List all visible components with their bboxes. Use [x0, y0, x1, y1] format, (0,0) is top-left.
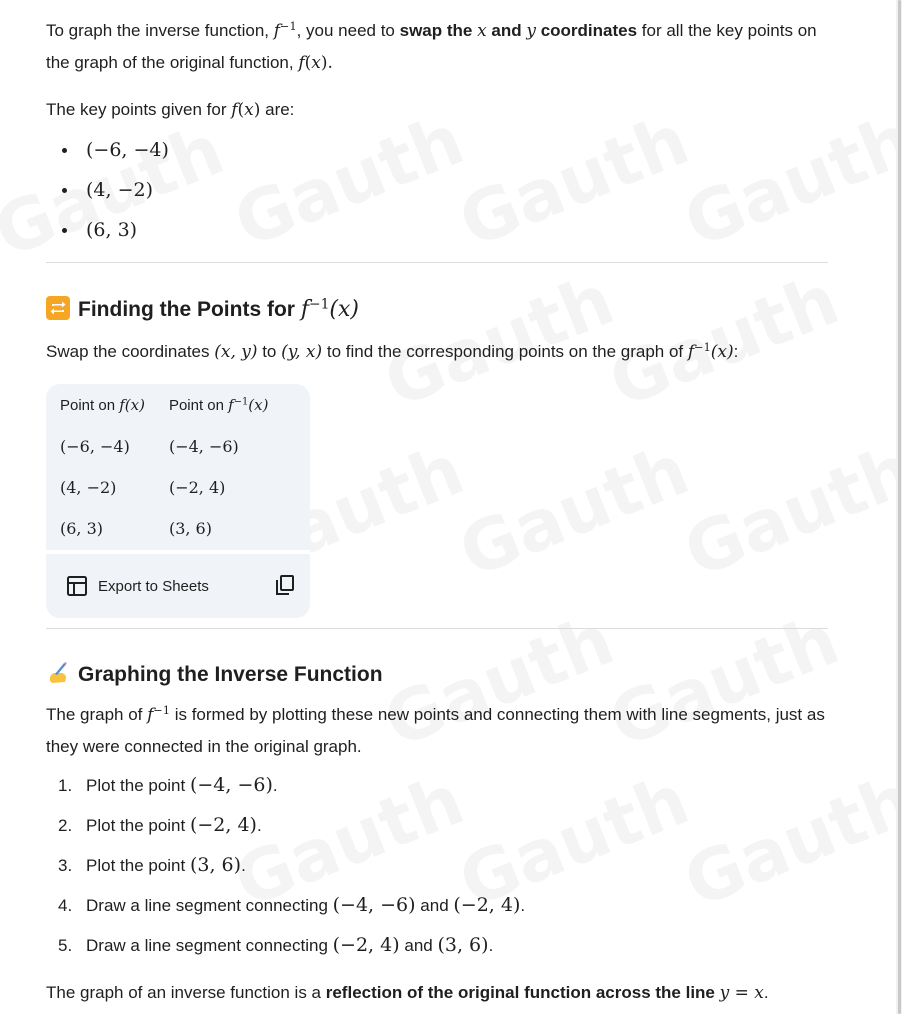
key-points-label: The key points given for f(x) are:: [46, 100, 295, 120]
table-footer: [46, 550, 310, 618]
points-table-card: [46, 384, 310, 618]
list-item: 1. Plot the point (−4, −6).: [58, 774, 278, 796]
table-cell: (−2, 4): [168, 478, 226, 497]
section-divider: [46, 262, 828, 263]
watermark: [673, 98, 902, 263]
list-item: (4, −2): [46, 174, 169, 214]
export-to-sheets-label: Export to Sheets: [98, 577, 209, 595]
points-table: [46, 384, 278, 549]
column-header-inverse: Point on $f^{-1}(x)$: [168, 396, 269, 414]
table-row: [46, 426, 278, 467]
list-item: 2. Plot the point (−2, 4).: [58, 814, 262, 836]
table-icon: [66, 575, 88, 597]
list-item: 4. Draw a line segment connecting (−4, −6) and (−2, 4).: [58, 894, 526, 916]
table-row: [46, 467, 278, 508]
table-row: [46, 508, 278, 549]
swap-description: Swap the coordinates (x, y) to (y, x) to find the corresponding points on the graph of $f^{-1}(x)$:: [46, 340, 739, 362]
section-heading-graphing: Graphing the Inverse Function: [46, 660, 383, 690]
list-item: 3. Plot the point (3, 6).: [58, 854, 246, 876]
export-to-sheets-button[interactable]: [66, 572, 209, 600]
scrollbar-thumb[interactable]: [898, 0, 901, 1014]
table-cell: (−4, −6): [168, 437, 239, 456]
watermark: [673, 428, 902, 593]
list-item: 5. Draw a line segment connecting (−2, 4) and (3, 6).: [58, 934, 494, 956]
watermark: [448, 428, 699, 593]
intro-paragraph: To graph the inverse function, $f^{-1}$, you need to swap the x and y coordinates for all the key points on the graph of the original function, f(x).: [46, 19, 817, 73]
list-item: (6, 3): [46, 214, 169, 254]
section-heading-finding-points: Finding the Points for $f^{-1}(x)$: [46, 295, 359, 325]
repeat-emoji-icon: [46, 296, 70, 320]
watermark: [448, 98, 699, 263]
graphing-description: The graph of $f^{-1}$ is formed by plotting these new points and connecting them with line segments, just as they were connected in the original graph.: [46, 703, 825, 756]
watermark: [673, 758, 902, 923]
section-divider: [46, 628, 828, 629]
table-cell: (−6, −4): [60, 437, 130, 456]
conclusion-paragraph: The graph of an inverse function is a reflection of the original function across the line y = x.: [46, 983, 769, 1003]
column-header-original: Point on f(x): [60, 396, 145, 414]
steps-list: [46, 768, 525, 968]
table-header-row: [46, 384, 278, 426]
writing-hand-emoji-icon: [46, 661, 70, 685]
table-cell: (6, 3): [60, 519, 104, 538]
table-cell: (4, −2): [60, 478, 117, 497]
key-points-list: [46, 134, 169, 254]
copy-icon[interactable]: [274, 574, 296, 596]
list-item: (−6, −4): [46, 134, 169, 174]
table-cell: (3, 6): [168, 519, 212, 538]
